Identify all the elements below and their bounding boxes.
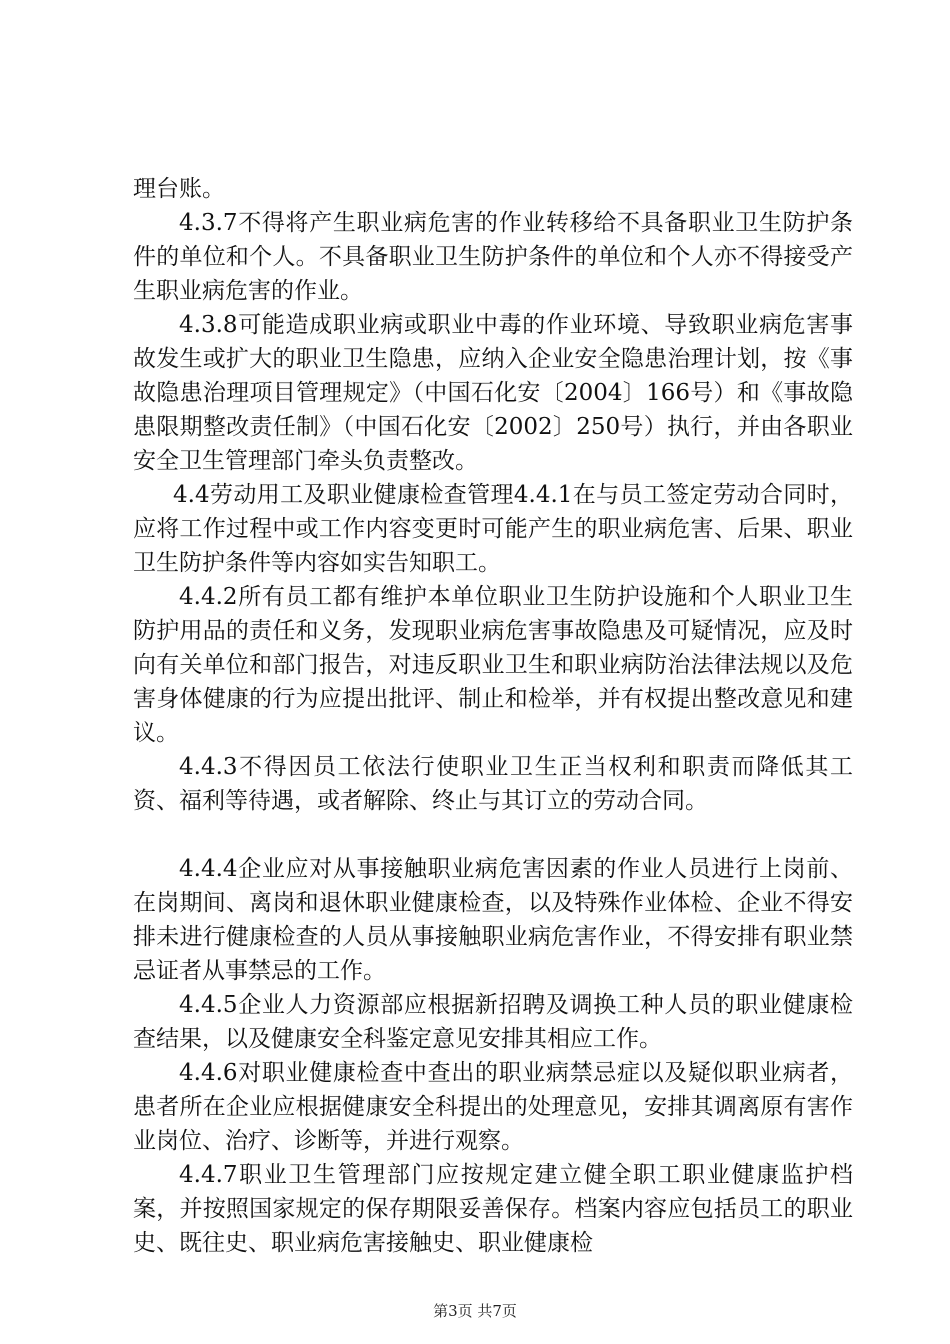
paragraph-4-3-8: 4.3.8可能造成职业病或职业中毒的作业环境、导致职业病危害事故发生或扩大的职业卫生隐患，应纳入企业安全隐患治理计划，按《事故隐患治理项目管理规定》（中国石化安〔2004〕166号）和《事故隐患限期整改责任制》（中国石化安〔2002〕250号）执行，并由各职业安全卫生管理部门牵头负责整改。 [133, 312, 853, 474]
paragraph-4-4-6: 4.4.6对职业健康检查中查出的职业病禁忌症以及疑似职业病者，患者所在企业应根据健康安全科提出的处理意见，安排其调离原有害作业岗位、治疗、诊断等，并进行观察。 [133, 1060, 853, 1154]
paragraph-4-4: 4.4劳动用工及职业健康检查管理4.4.1在与员工签定劳动合同时，应将工作过程中或工作内容变更时可能产生的职业病危害、后果、职业卫生防护条件等内容如实告知职工。 [133, 482, 853, 576]
paragraph-4-4-7: 4.4.7职业卫生管理部门应按规定建立健全职工职业健康监护档案，并按照国家规定的保存期限妥善保存。档案内容应包括员工的职业史、既往史、职业病危害接触史、职业健康检 [133, 1162, 853, 1256]
paragraph-4-3-7: 4.3.7不得将产生职业病危害的作业转移给不具备职业卫生防护条件的单位和个人。不具备职业卫生防护条件的单位和个人亦不得接受产生职业病危害的作业。 [133, 210, 853, 304]
paragraph-4-4-3: 4.4.3不得因员工依法行使职业卫生正当权利和职责而降低其工资、福利等待遇，或者解除、终止与其订立的劳动合同。 [133, 754, 853, 814]
page-number: 第3页 共7页 [433, 1302, 517, 1320]
document-body [133, 172, 853, 1260]
paragraph-continued: 理台账。 [133, 176, 225, 202]
paragraph-4-4-5: 4.4.5企业人力资源部应根据新招聘及调换工种人员的职业健康检查结果，以及健康安全科鉴定意见安排其相应工作。 [133, 992, 853, 1052]
page-footer [0, 1300, 950, 1321]
paragraph-gap [133, 818, 853, 852]
paragraph-4-4-2: 4.4.2所有员工都有维护本单位职业卫生防护设施和个人职业卫生防护用品的责任和义务，发现职业病危害事故隐患及可疑情况，应及时向有关单位和部门报告，对违反职业卫生和职业病防治法律法规以及危害身体健康的行为应提出批评、制止和检举，并有权提出整改意见和建议。 [133, 584, 853, 746]
paragraph-4-4-4: 4.4.4企业应对从事接触职业病危害因素的作业人员进行上岗前、在岗期间、离岗和退休职业健康检查，以及特殊作业体检、企业不得安排未进行健康检查的人员从事接触职业病危害作业，不得安排有职业禁忌证者从事禁忌的工作。 [133, 856, 853, 984]
